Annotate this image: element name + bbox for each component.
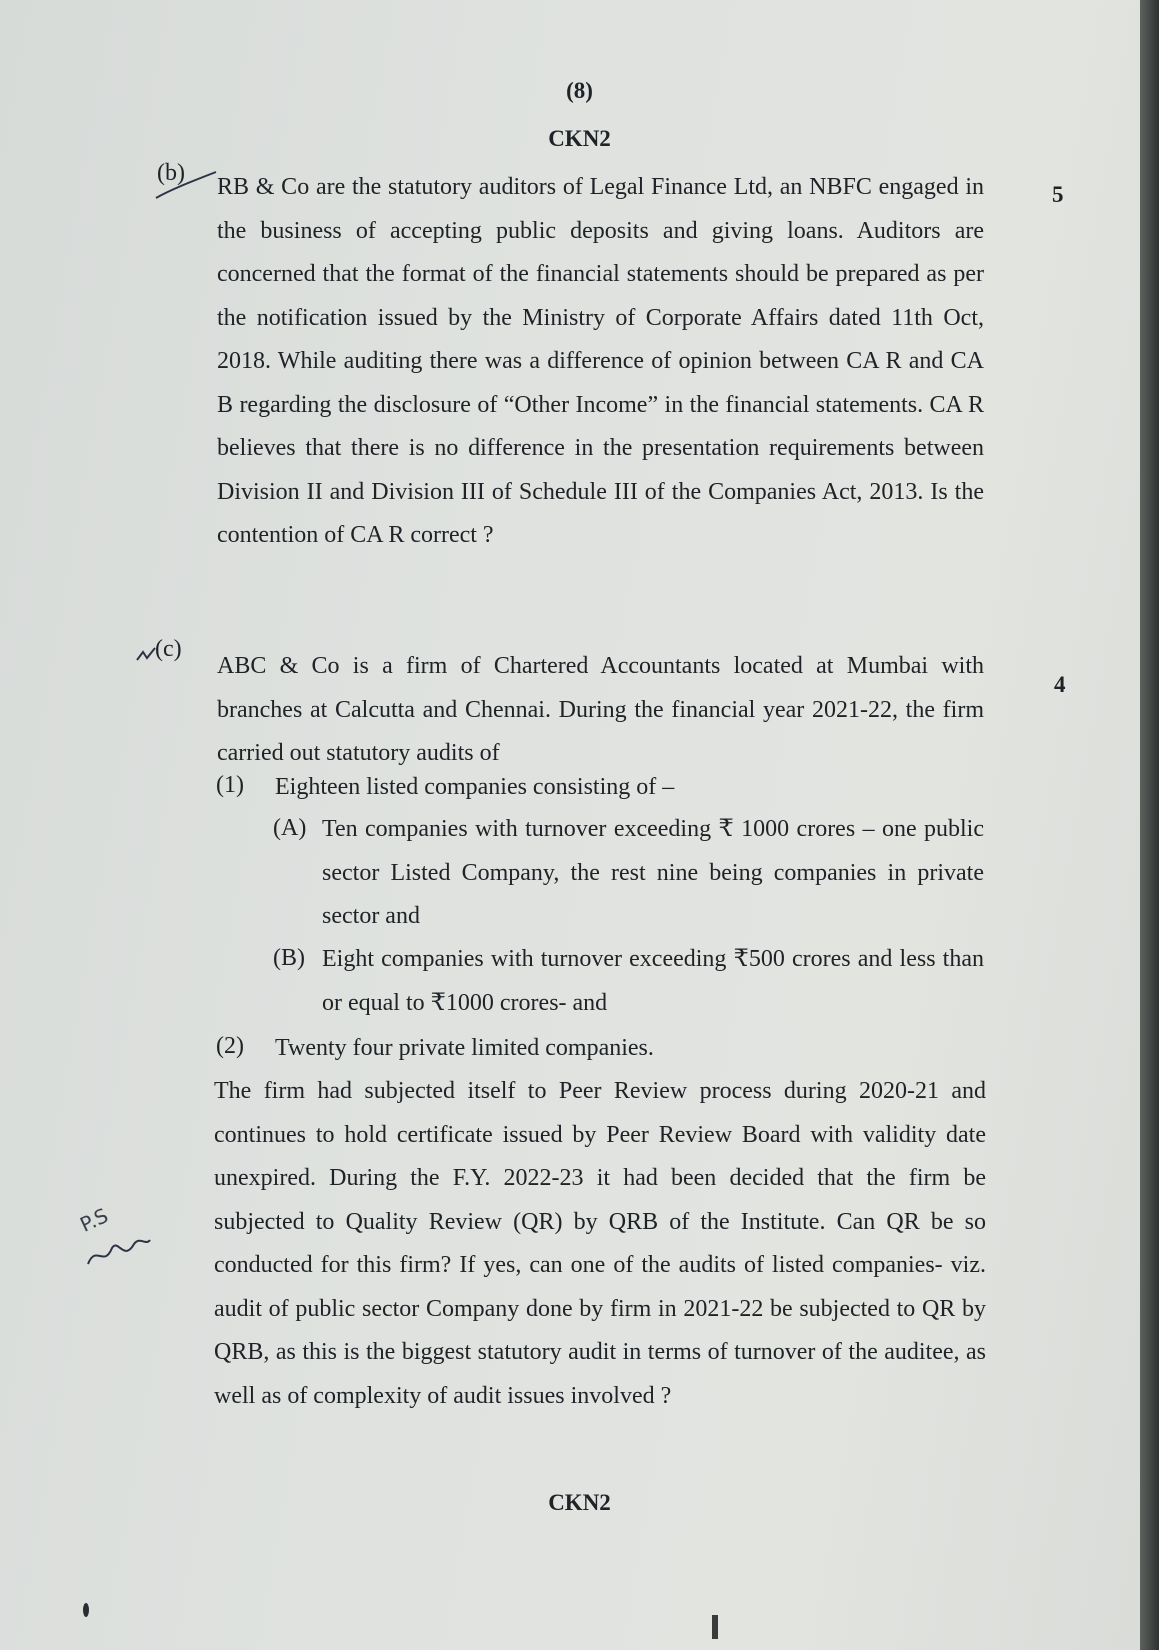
item-b-text: Eight companies with turnover exceeding ₹500 crores and less than or equal to ₹1000 crores- and (322, 946, 984, 1016)
question-b-text: RB & Co are the statutory auditors of Legal Finance Ltd, an NBFC engaged in the business of accepting public deposits and giving loans. Auditors are concerned that the format of the financial statements should be prepared as per the notification issued by the Ministry of Corporate Affairs dated 11th Oct, 2018. While auditing there was a difference of opinion between CA R and CA B regarding the disclosure of “Other Income” in the financial statements. CA R believes that there is no difference in the presentation requirements between Division II and Division III of Schedule III of the Companies Act, 2013. Is the contention of CA R correct ? (217, 174, 984, 548)
pen-mark-b-icon (150, 168, 220, 208)
question-b-label: (b) (157, 160, 185, 186)
question-b-marks: 5 (1052, 182, 1064, 207)
question-c-label: (c) (155, 636, 182, 662)
margin-scribble-icon (84, 1234, 154, 1274)
item-2-label: (2) (216, 1033, 244, 1059)
question-c-intro: ABC & Co is a firm of Chartered Accountants located at Mumbai with branches at Calcutta and Chennai. During the financial year 2021-22, the firm carried out statutory audits of (217, 653, 984, 766)
ink-speck-icon (80, 1600, 92, 1620)
item-b-label: (B) (273, 945, 305, 971)
margin-note: P.S (76, 1203, 112, 1237)
question-c-closing: The firm had subjected itself to Peer Review process during 2020-21 and continues to hold certificate issued by Peer Review Board with validity date unexpired. During the F.Y. 2022-23 it had been decided that the firm be subjected to Quality Review (QR) by QRB of the Institute. Can QR be so conducted for this firm? If yes, can one of the audits of listed companies- viz. audit of public sector Company done by firm in 2021-22 be subjected to QR by QRB, as this is the biggest statutory audit in terms of turnover of the auditee, as well as of complexity of audit issues involved ? (214, 1078, 986, 1409)
item-1-label: (1) (216, 772, 244, 798)
binding-mark-icon (710, 1615, 720, 1639)
page-edge-shadow (1140, 0, 1159, 1650)
question-c-marks: 4 (1054, 672, 1066, 697)
item-1-text: Eighteen listed companies consisting of – (275, 774, 675, 800)
paper-code-bottom: CKN2 (548, 1490, 611, 1515)
item-2-text: Twenty four private limited companies. (275, 1035, 654, 1061)
page-number: (8) (566, 78, 593, 103)
paper-code-top: CKN2 (548, 126, 611, 151)
item-a-text: Ten companies with turnover exceeding ₹ 1000 crores – one public sector Listed Company, the rest nine being companies in private sector and (322, 816, 984, 929)
item-a-label: (A) (273, 815, 307, 841)
